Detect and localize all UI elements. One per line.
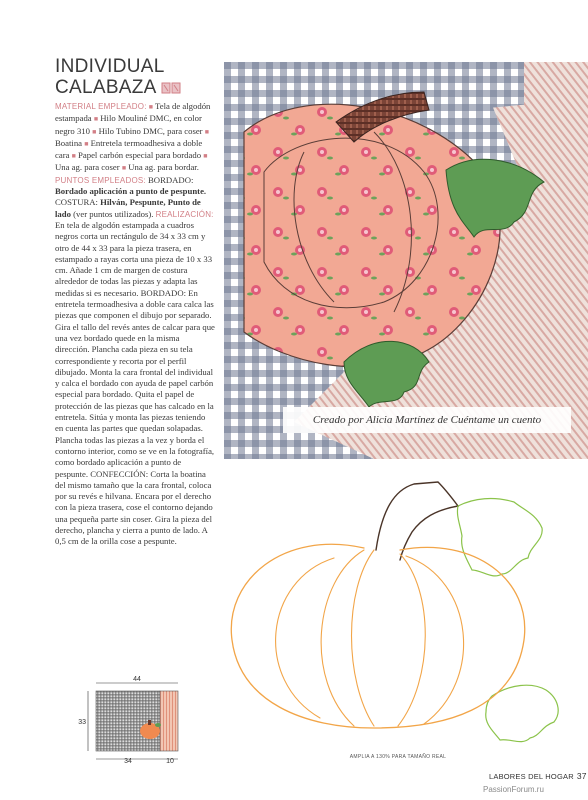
page-footer: [489, 771, 587, 781]
bullet-icon: ■: [93, 115, 99, 124]
material-item: Una ag. para coser: [55, 162, 120, 173]
bullet-icon: ■: [204, 127, 209, 136]
bullet-icon: ■: [84, 139, 89, 148]
material-item: Hilo Mouliné DMC, en color negro 310: [55, 113, 202, 136]
watermark: PassionForum.ru: [483, 785, 544, 794]
pumpkin-applique-illustration: [224, 62, 588, 459]
realizacion-text: En tela de algodón estampada a cuadros negros corta un rectángulo de 34 x 33 cm y otro de 44 x 33 para la pieza trasera, en estampado a rayas corta una pieza de 10 x 33 cm. Añade 1 cm de margen de costura alrededor de todas las piezas y adapta las medidas si es necesario. BORDADO: En entretela termoadhesiva a doble cara calca las piezas que componen el dibujo por separado. Gira el tallo del revés antes de calcar para que una vez bordado quede en la misma dirección. Plancha cada pieza en su tela correspondiente y recorta por el perfil dibujado. Monta la cara frontal del individual y calca el bordado con ayuda de papel carbón especial para bordado. Quita el papel de protección de las piezas que has calcado en la entretela. Sitúa y monta las piezas teniendo en cuenta las partes que quedan solapadas. Plancha todas las piezas a la vez y borda el contorno interior, como se ve en la fotografía, como bordado aplicación a punto de pespunte. CONFECCIÓN: Corta la boatina del mismo tamaño que la cara frontal, coloca por su revés e hilvana. Encara por el derecho con la pieza trasera, cose el contorno dejando una pequeña parte sin coser. Gira la pieza del derecho, plancha y cierra a punto de lado. A 0,5 cm de la orilla cose a pespunte.: [55, 219, 215, 547]
photo-caption: Creado por Alicia Martínez de Cuéntame un cuento: [283, 407, 571, 433]
material-item: Hilo Tubino DMC, para coser: [98, 125, 203, 136]
puntos-costura: COSTURA:: [55, 197, 98, 208]
material-item: Papel carbón especial para bordado: [78, 150, 202, 161]
puntos-note: (ver puntos utilizados).: [73, 208, 154, 219]
material-item: Una ag. para bordar.: [128, 162, 199, 173]
bullet-icon: ■: [71, 152, 76, 161]
dimension-width-left: 34: [124, 758, 132, 765]
instructions-text: [55, 101, 215, 548]
material-item: Entretela termoadhesiva a doble cara: [55, 137, 203, 161]
magazine-name: LABORES DEL HOGAR: [489, 772, 574, 781]
needle-icon: [161, 82, 181, 94]
material-item: Boatina: [55, 137, 83, 148]
bullet-icon: ■: [121, 164, 127, 173]
title-line-2-text: CALABAZA: [55, 77, 157, 98]
puntos-label: PUNTOS EMPLEADOS:: [55, 175, 146, 185]
bullet-icon: ■: [92, 127, 97, 136]
placemat-diagram: [76, 673, 196, 765]
enlarge-note: AMPLIA A 130% PARA TAMAÑO REAL: [349, 754, 447, 760]
pumpkin-pattern-drawing: [224, 470, 588, 748]
dimension-height: 33: [78, 719, 86, 726]
material-item: Tela de algodón estampada: [55, 101, 211, 124]
puntos-costura-text: Hilván, Pespunte, Punto de lado: [55, 197, 201, 219]
dimension-width-right: 10: [166, 758, 174, 765]
realizacion-label: REALIZACIÓN:: [155, 209, 214, 219]
project-title: [55, 56, 215, 98]
bullet-icon: ■: [203, 152, 208, 161]
title-line-2: [55, 77, 215, 98]
title-line-1: INDIVIDUAL: [55, 56, 165, 77]
page-number: 37: [576, 771, 587, 781]
placemat-diagram-drawing: [76, 673, 196, 765]
pumpkin-pattern: [224, 470, 588, 748]
puntos-bordado: BORDADO:: [148, 174, 194, 185]
dimension-width-top: 44: [133, 676, 141, 683]
bullet-icon: ■: [148, 103, 154, 111]
placemat-photo: [224, 62, 588, 459]
material-label: MATERIAL EMPLEADO:: [55, 102, 147, 111]
puntos-bordado-text: Bordado aplicación a punto de pespunte.: [55, 186, 207, 197]
